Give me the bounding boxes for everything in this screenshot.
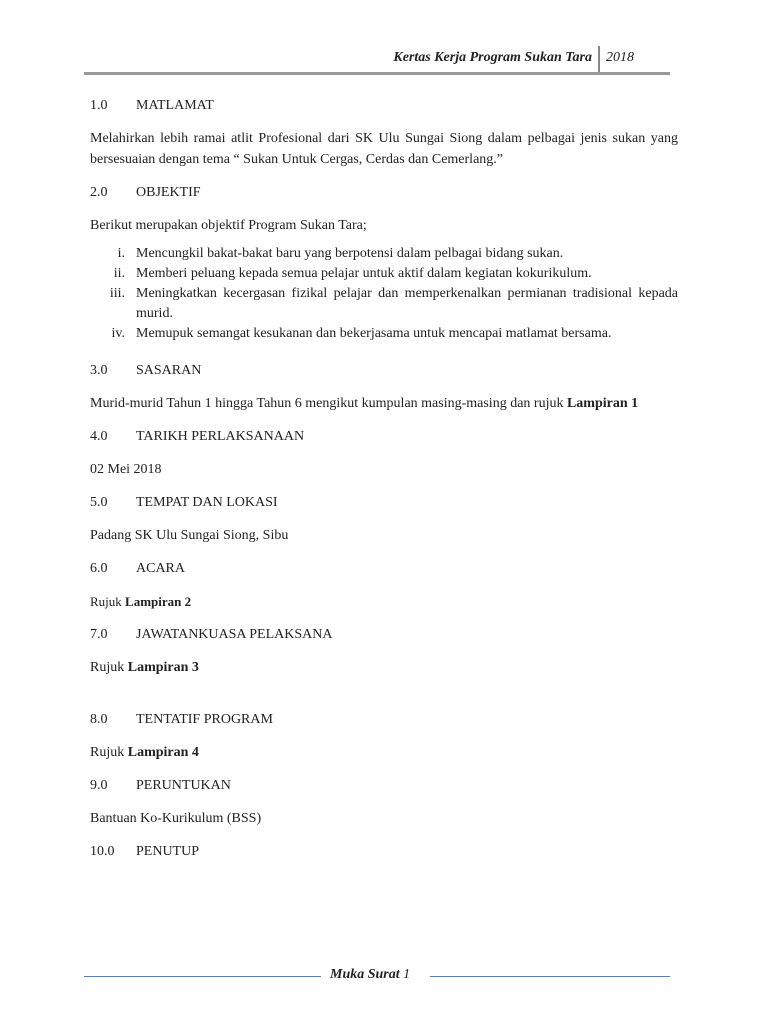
section-heading-sasaran <box>90 362 678 380</box>
tentatif-reference: Lampiran 4 <box>127 745 199 760</box>
list-item-text: Memberi peluang kepada semua pelajar untuk aktif dalam kegiatan kokurikulum. <box>136 266 592 281</box>
section-title: TEMPAT DAN LOKASI <box>136 495 278 510</box>
section-heading-tentatif <box>90 711 678 729</box>
section-number: 1.0 <box>90 98 108 113</box>
footer-label: Muka Surat <box>330 967 400 982</box>
acara-paragraph <box>90 591 678 612</box>
peruntukan-paragraph: Bantuan Ko-Kurikulum (BSS) <box>90 811 262 826</box>
section-heading-penutup <box>90 843 678 861</box>
rujuk-label: Rujuk <box>90 660 125 675</box>
section-number: 5.0 <box>90 495 108 510</box>
document-year: 2018 <box>606 50 634 65</box>
section-title: SASARAN <box>136 363 202 378</box>
list-item-text: Mencungkil bakat-bakat baru yang berpotensi dalam pelbagai bidang sukan. <box>136 246 564 261</box>
tarikh-paragraph: 02 Mei 2018 <box>90 462 162 477</box>
rujuk-label: Rujuk <box>90 594 122 609</box>
rujuk-label: Rujuk <box>90 745 125 760</box>
section-number: 9.0 <box>90 778 108 793</box>
matlamat-paragraph: Melahirkan lebih ramai atlit Profesional dari SK Ulu Sungai Siong dalam pelbagai jenis sukan yang bersesuaian dengan tema “ Sukan Untuk Cergas, Cerdas dan Cemerlang.” <box>90 131 678 167</box>
tentatif-paragraph <box>90 742 678 763</box>
document-body <box>90 97 678 861</box>
list-item <box>90 324 678 344</box>
jawatankuasa-paragraph <box>90 657 678 678</box>
section-number: 10.0 <box>90 844 115 859</box>
section-title: TARIKH PERLAKSANAAN <box>136 429 305 444</box>
acara-reference: Lampiran 2 <box>125 594 192 609</box>
document-title: Kertas Kerja Program Sukan Tara <box>393 50 592 65</box>
section-title: OBJEKTIF <box>136 185 201 200</box>
sasaran-paragraph <box>90 393 678 414</box>
jawatankuasa-reference: Lampiran 3 <box>127 660 199 675</box>
section-number: 7.0 <box>90 627 108 642</box>
list-item-text: Meningkatkan kecergasan fizikal pelajar dan memperkenalkan permianan tradisional kepada murid. <box>136 286 678 321</box>
list-item-number: iv. <box>111 326 125 341</box>
footer-rule-right <box>430 976 670 977</box>
section-heading-matlamat <box>90 97 678 115</box>
section-title: PENUTUP <box>136 844 200 859</box>
section-number: 4.0 <box>90 429 108 444</box>
section-title: PERUNTUKAN <box>136 778 231 793</box>
section-heading-objektif <box>90 184 678 202</box>
list-item-number: ii. <box>113 266 125 281</box>
tempat-paragraph: Padang SK Ulu Sungai Siong, Sibu <box>90 528 289 543</box>
list-item <box>90 284 678 324</box>
list-item <box>90 244 678 264</box>
page-footer <box>84 966 670 986</box>
list-item <box>90 264 678 284</box>
objektif-intro: Berikut merupakan objektif Program Sukan Tara; <box>90 218 367 233</box>
section-heading-jawatankuasa <box>90 626 678 644</box>
footer-page-number: 1 <box>403 967 411 982</box>
list-item-text: Memupuk semangat kesukanan dan bekerjasama untuk mencapai matlamat bersama. <box>136 326 612 341</box>
section-heading-tempat <box>90 494 678 512</box>
section-heading-acara <box>90 560 678 578</box>
section-title: JAWATANKUASA PELAKSANA <box>136 627 333 642</box>
section-number: 8.0 <box>90 712 108 727</box>
section-heading-tarikh <box>90 428 678 446</box>
section-title: ACARA <box>136 561 186 576</box>
section-number: 6.0 <box>90 561 108 576</box>
page-number-label <box>330 967 410 983</box>
header-separator <box>598 46 600 72</box>
header-rule <box>84 72 670 75</box>
section-heading-peruntukan <box>90 777 678 795</box>
section-title: MATLAMAT <box>136 98 214 113</box>
page-header <box>84 48 670 74</box>
section-number: 3.0 <box>90 363 108 378</box>
objektif-list <box>90 244 678 344</box>
section-title: TENTATIF PROGRAM <box>136 712 273 727</box>
section-number: 2.0 <box>90 185 108 200</box>
list-item-number: iii. <box>109 286 125 301</box>
footer-rule-left <box>84 976 321 977</box>
list-item-number: i. <box>117 246 125 261</box>
sasaran-reference: Lampiran 1 <box>566 396 639 411</box>
sasaran-text: Murid-murid Tahun 1 hingga Tahun 6 mengikut kumpulan masing-masing dan rujuk <box>90 396 564 411</box>
